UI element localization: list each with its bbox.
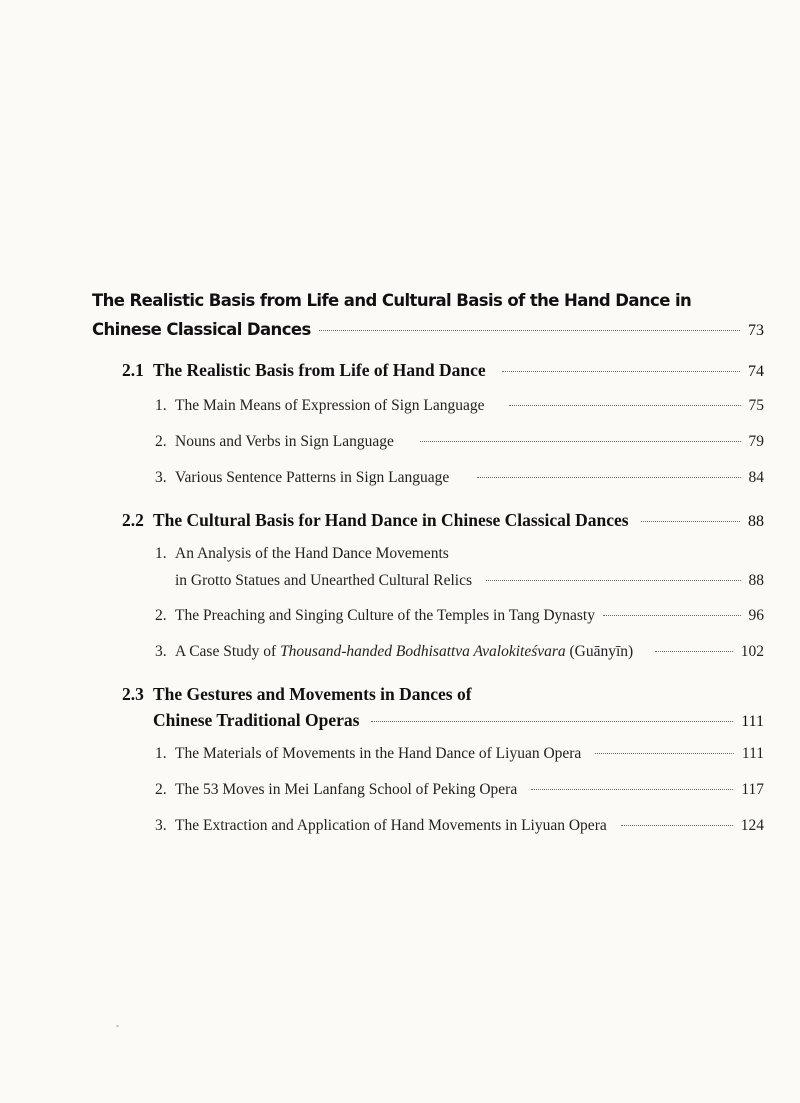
dot-leader [371,721,733,722]
toc-item-2-3-2[interactable] [155,781,764,799]
item-page-number: 111 [741,745,764,762]
section-entry-2-3-line-1[interactable] [122,684,472,705]
section-entry-2-3-line-2[interactable] [153,710,764,731]
dot-leader [477,477,740,478]
dot-leader [655,651,733,652]
toc-item-2-3-1[interactable] [155,745,764,763]
section-entry-2-2[interactable] [122,510,764,531]
chapter-title-line-1: The Realistic Basis from Life and Cultural Basis of the Hand Dance in [92,291,692,310]
item-title-suffix: (Guānyīn) [565,643,634,660]
paper-speck [116,1025,119,1027]
toc-item-2-1-1[interactable] [155,397,764,415]
section-page-number: 74 [748,363,764,380]
item-number: 3. [155,643,167,660]
chapter-page-number: 73 [748,322,764,339]
toc-item-2-2-1-line-2[interactable] [175,572,764,590]
section-page-number: 88 [748,513,764,530]
item-page-number: 79 [748,433,764,450]
dot-leader [486,580,740,581]
item-number: 2. [155,781,167,798]
item-page-number: 117 [741,781,764,798]
chapter-title-line-2: Chinese Classical Dances [92,320,311,339]
section-title: The Cultural Basis for Hand Dance in Chinese Classical Dances [153,510,629,530]
item-title: The Preaching and Singing Culture of the Temples in Tang Dynasty [175,607,595,624]
section-number: 2.2 [122,510,144,530]
item-page-number: 88 [748,572,764,589]
item-title: The Main Means of Expression of Sign Language [175,397,485,414]
item-page-number: 84 [748,469,764,486]
section-page-number: 111 [741,713,764,730]
item-number: 3. [155,817,167,834]
dot-leader [420,441,741,442]
toc-item-2-1-3[interactable] [155,469,764,487]
item-title-line-2: in Grotto Statues and Unearthed Cultural Relics [175,572,473,589]
toc-item-2-1-2[interactable] [155,433,764,451]
dot-leader [603,615,741,616]
item-number: 2. [155,433,167,450]
dot-leader [641,521,740,522]
dot-leader [531,789,733,790]
item-number: 2. [155,607,167,624]
item-title-line-1: An Analysis of the Hand Dance Movements [175,545,449,562]
section-entry-2-1[interactable] [122,360,764,381]
dot-leader [621,825,733,826]
item-page-number: 124 [740,817,764,834]
item-number: 3. [155,469,167,486]
item-title-italic: Thousand-handed Bodhisattva Avalokiteśvara [280,643,566,660]
item-title: Nouns and Verbs in Sign Language [175,433,394,450]
item-page-number: 102 [740,643,764,660]
item-title: The Extraction and Application of Hand Movements in Liyuan Opera [175,817,607,834]
section-title-line-1: The Gestures and Movements in Dances of [153,684,472,704]
item-page-number: 75 [748,397,764,414]
dot-leader [319,330,740,331]
item-number: 1. [155,745,167,762]
section-title-line-2: Chinese Traditional Operas [153,710,360,730]
chapter-entry[interactable] [92,320,764,340]
item-title: The 53 Moves in Mei Lanfang School of Peking Opera [175,781,518,798]
item-page-number: 96 [748,607,764,624]
toc-item-2-2-1-line-1[interactable] [155,545,449,563]
toc-item-2-3-3[interactable] [155,817,764,835]
section-number: 2.3 [122,684,144,704]
toc-item-2-2-3[interactable] [155,643,764,661]
dot-leader [509,405,741,406]
item-title: Various Sentence Patterns in Sign Language [175,469,450,486]
item-number: 1. [155,397,167,414]
item-number: 1. [155,545,167,562]
dot-leader [502,371,740,372]
section-number: 2.1 [122,360,144,380]
item-title [175,643,633,661]
item-title-prefix: A Case Study of [175,643,281,660]
item-title: The Materials of Movements in the Hand Dance of Liyuan Opera [175,745,582,762]
toc-item-2-2-2[interactable] [155,607,764,625]
section-title: The Realistic Basis from Life of Hand Dance [153,360,486,380]
dot-leader [595,753,734,754]
